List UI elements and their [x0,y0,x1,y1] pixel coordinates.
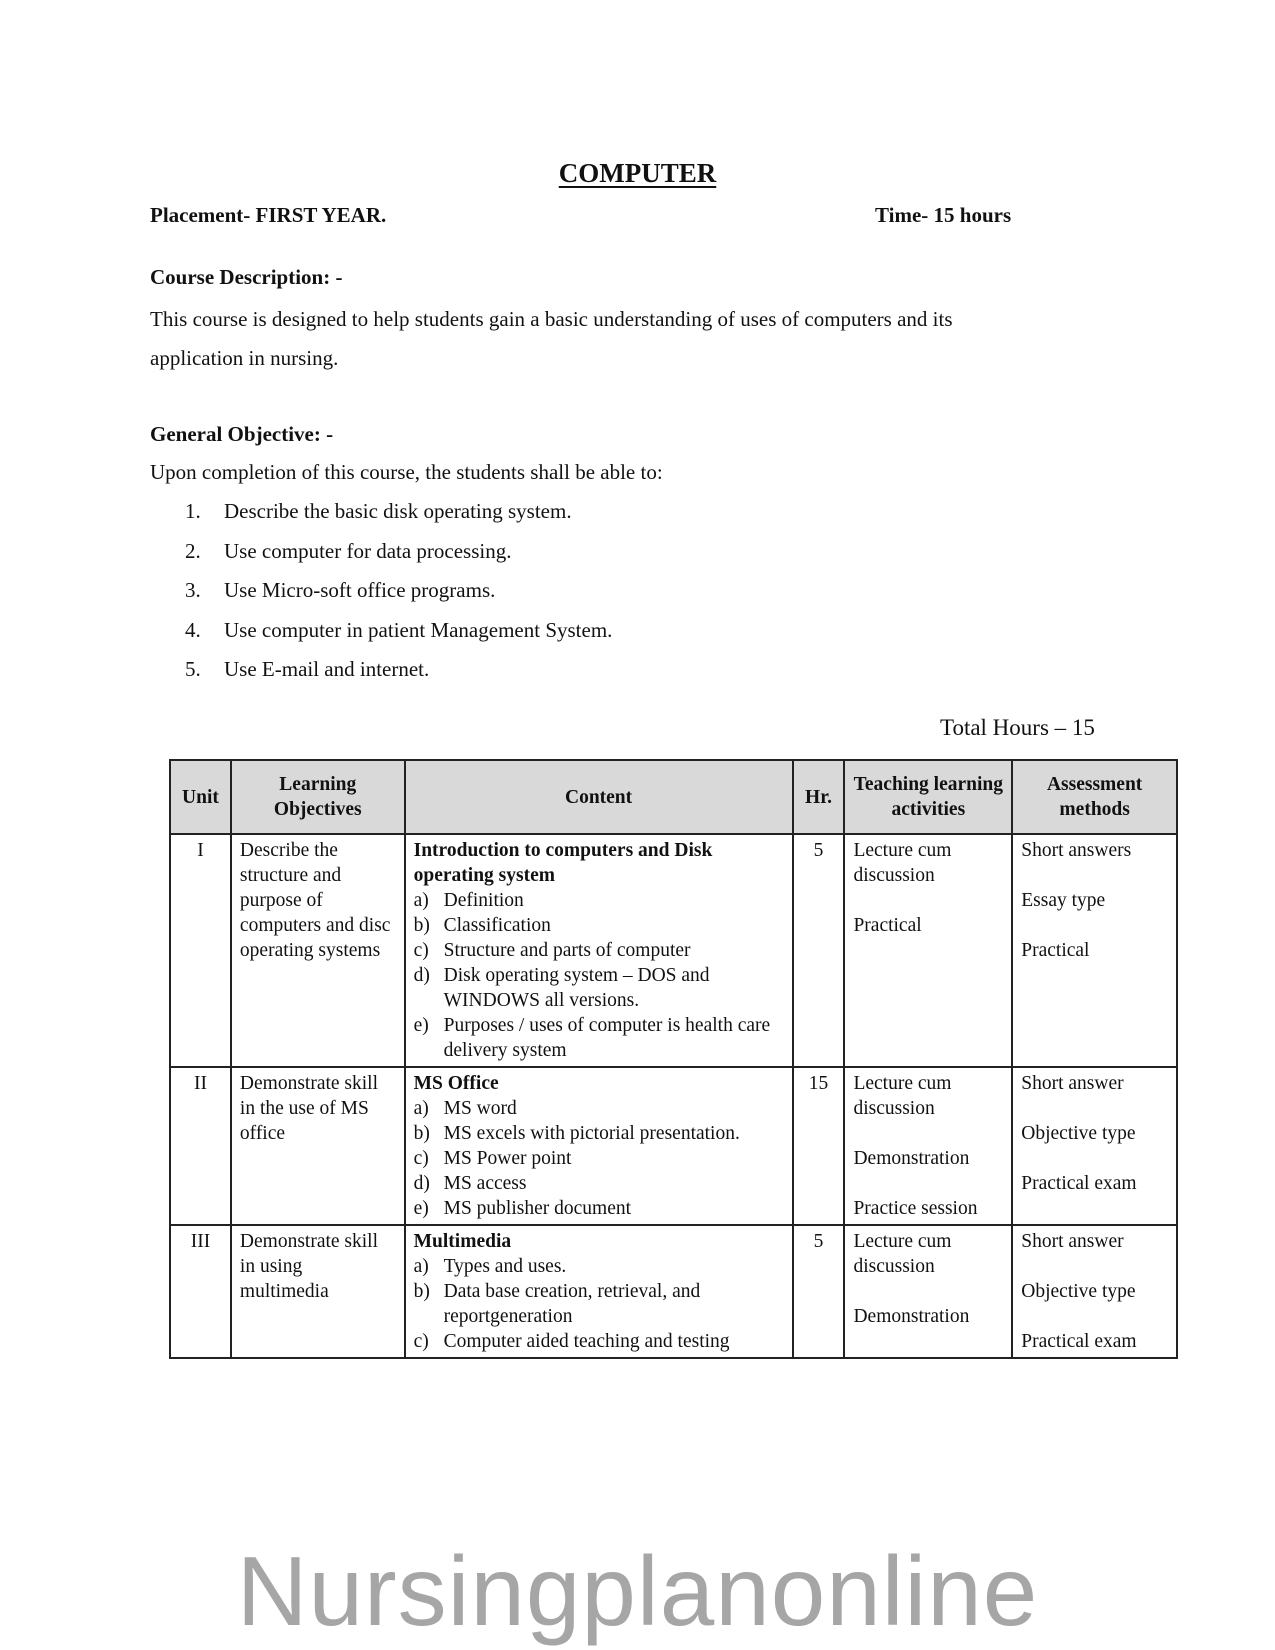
list-text: Classification [443,915,551,936]
list-letter: b) [413,1281,430,1302]
list-text: Purposes / uses of computer is health care delivery system [443,1015,771,1061]
hours-cell: 5 [793,1225,845,1358]
content-list [414,888,784,1063]
list-text: Data base creation, retrieval, and reportgeneration [443,1281,701,1327]
list-letter: c) [413,1331,429,1352]
list-number: 3. [185,578,201,602]
teaching-item: Lecture cum discussion [853,1073,952,1119]
assessment-cell [1012,1067,1177,1225]
assessment-item: Practical exam [1021,1173,1137,1194]
list-text: Disk operating system – DOS and WINDOWS all versions. [443,965,710,1011]
assessment-item: Short answer [1021,1231,1124,1252]
list-text: Use Micro-soft office programs. [224,578,496,602]
list-item [414,963,784,1013]
list-item [414,1279,784,1329]
list-item [414,1096,784,1121]
list-text: MS publisher document [443,1198,632,1219]
teaching-item: Demonstration [853,1306,970,1327]
list-number: 2. [185,538,201,563]
header-objectives: Learning Objectives [231,760,405,834]
objective-list [185,499,612,697]
list-item [414,1013,784,1063]
objectives-cell: Demonstrate skill in the use of MS office [231,1067,405,1225]
list-text: Types and uses. [443,1256,567,1277]
header-assessment: Assessment methods [1012,760,1177,834]
content-cell [405,1225,793,1358]
list-letter: b) [413,915,430,936]
header-content: Content [405,760,793,834]
content-title: MS Office [413,1073,499,1094]
unit-cell: I [170,834,231,1067]
list-item [185,499,612,539]
list-letter: e) [413,1015,429,1036]
course-description-heading: Course Description: - [150,265,343,289]
assessment-item: Short answer [1021,1073,1124,1094]
teaching-cell [844,1225,1012,1358]
content-title: Introduction to computers and Disk operating system [413,840,713,886]
time-label: Time- 15 hours [875,203,1012,227]
list-item [414,1171,784,1196]
general-objective-heading: General Objective: - [150,422,334,446]
list-text: MS access [443,1173,527,1194]
list-text: MS word [443,1098,517,1119]
list-text: Structure and parts of computer [443,940,691,961]
list-item [414,1329,784,1354]
list-letter: d) [413,1173,430,1194]
unit-cell: II [170,1067,231,1225]
hours-cell: 15 [793,1067,845,1225]
content-cell [405,834,793,1067]
table-row [170,834,1177,1067]
placement-label: Placement- FIRST YEAR. [150,203,387,227]
unit-cell: III [170,1225,231,1358]
assessment-item: Objective type [1021,1123,1136,1144]
list-item [414,1254,784,1279]
list-item [414,1121,784,1146]
general-objective-intro: Upon completion of this course, the students shall be able to: [150,460,663,484]
content-list [414,1096,784,1221]
list-letter: a) [413,890,429,911]
list-letter: a) [413,1098,429,1119]
teaching-item: Practical [853,915,922,936]
header-unit: Unit [170,760,231,834]
list-text: Describe the basic disk operating system. [224,499,572,523]
list-item [414,1146,784,1171]
list-text: Use computer in patient Management System. [224,617,613,642]
list-number: 5. [185,657,201,681]
list-text: MS Power point [443,1148,572,1169]
objectives-cell: Demonstrate skill in using multimedia [231,1225,405,1358]
list-item [414,913,784,938]
total-hours: Total Hours – 15 [940,715,1095,740]
hours-cell: 5 [793,834,845,1067]
list-item [185,618,612,658]
content-list [414,1254,784,1354]
content-cell [405,1067,793,1225]
list-letter: b) [413,1123,430,1144]
assessment-item: Essay type [1021,890,1106,911]
objectives-cell: Describe the structure and purpose of computers and disc operating systems [231,834,405,1067]
list-item [185,657,612,697]
list-number: 1. [185,499,201,523]
list-text: Definition [443,890,524,911]
teaching-cell [844,834,1012,1067]
course-description-text: This course is designed to help students gain a basic understanding of uses of computers and its application in nursing. [150,307,953,370]
list-number: 4. [185,617,201,642]
teaching-item: Lecture cum discussion [853,1231,952,1277]
assessment-item: Practical exam [1021,1331,1137,1352]
list-item [414,1196,784,1221]
list-letter: c) [413,1148,429,1169]
list-item [185,539,612,579]
assessment-item: Short answers [1021,840,1132,861]
header-hours: Hr. [793,760,845,834]
table-header-row [170,760,1177,834]
page-title: COMPUTER [558,158,717,188]
list-letter: a) [413,1256,429,1277]
assessment-cell [1012,834,1177,1067]
list-text: MS excels with pictorial presentation. [443,1123,740,1144]
list-text: Computer aided teaching and testing [443,1331,730,1352]
list-item [185,578,612,618]
list-text: Use computer for data processing. [224,538,512,563]
assessment-cell [1012,1225,1177,1358]
table-row [170,1225,1177,1358]
list-item [414,888,784,913]
teaching-item: Lecture cum discussion [853,840,952,886]
list-text: Use E-mail and internet. [224,657,430,681]
teaching-item: Practice session [853,1198,978,1219]
list-letter: d) [413,965,430,986]
watermark: Nursingplanonline [236,1536,1039,1646]
list-letter: e) [413,1198,429,1219]
list-letter: c) [413,940,429,961]
table-row [170,1067,1177,1225]
assessment-item: Objective type [1021,1281,1136,1302]
header-teaching: Teaching learning activities [844,760,1012,834]
teaching-cell [844,1067,1012,1225]
content-title: Multimedia [413,1231,512,1252]
list-item [414,938,784,963]
assessment-item: Practical [1021,940,1090,961]
teaching-item: Demonstration [853,1148,970,1169]
syllabus-table [169,759,1178,1359]
